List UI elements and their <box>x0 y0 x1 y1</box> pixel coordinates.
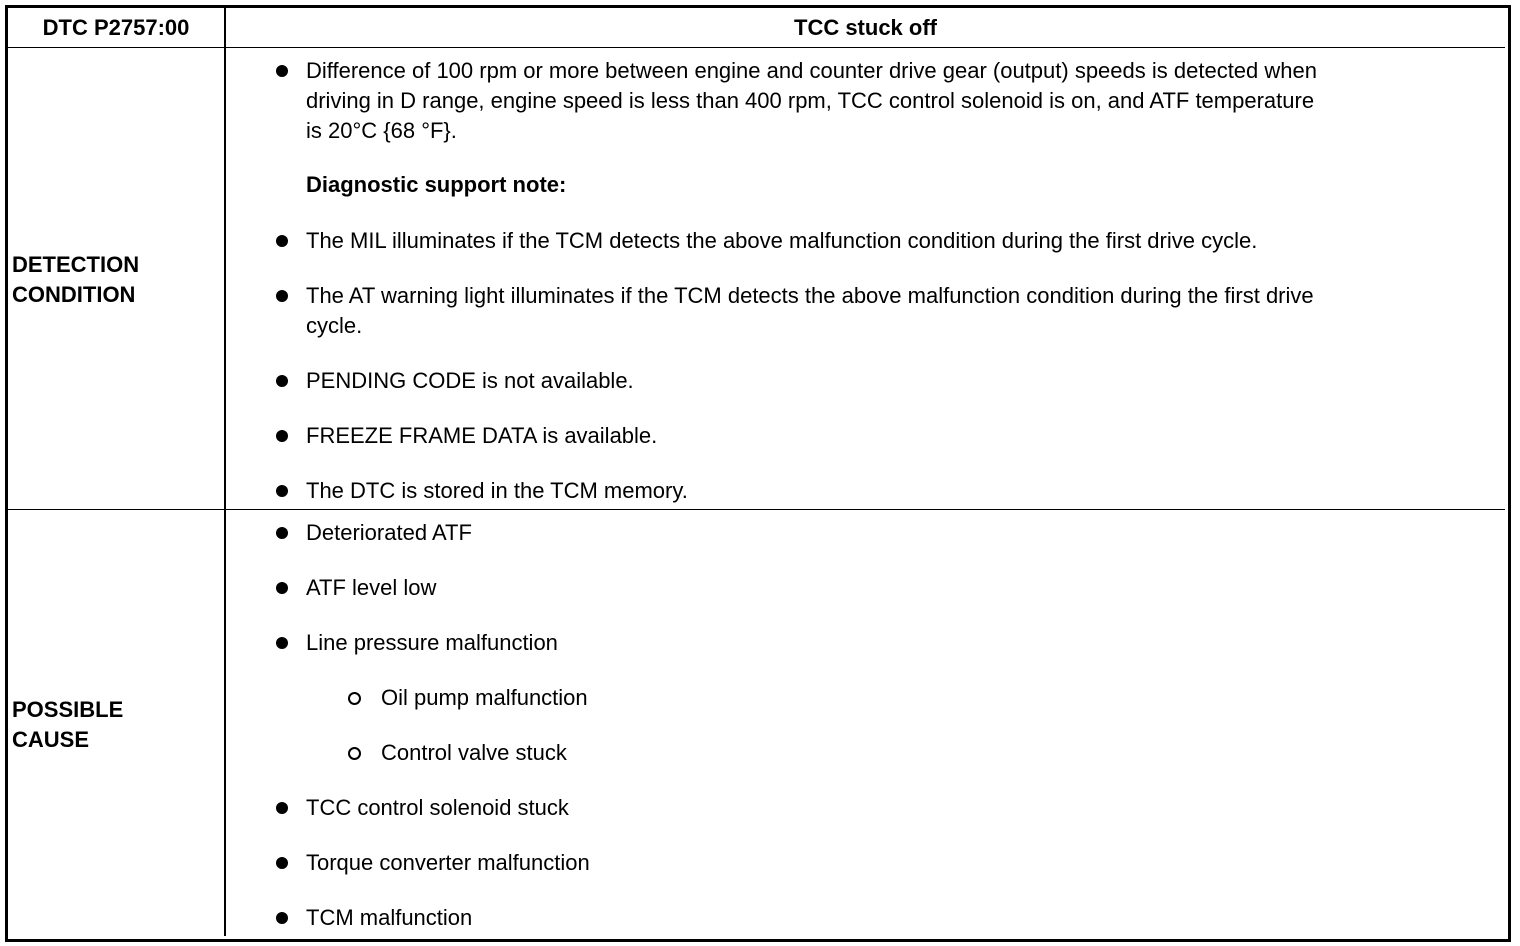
diagnostic-note-heading: Diagnostic support note: <box>306 172 567 197</box>
bullet-icon <box>276 485 288 497</box>
header-divider <box>8 47 1505 48</box>
cause-label-line1: POSSIBLE <box>12 697 124 722</box>
bullet-icon <box>276 65 288 77</box>
hollow-bullet-icon <box>348 692 361 705</box>
bullet-icon <box>276 290 288 302</box>
bullet-icon <box>276 637 288 649</box>
bullet-icon <box>276 430 288 442</box>
cause-label-line2: CAUSE <box>12 727 90 752</box>
bullet-icon <box>276 375 288 387</box>
cause-item: TCM malfunction <box>306 905 473 930</box>
detection-item-5: FREEZE FRAME DATA is available. <box>306 423 658 448</box>
bullet-icon <box>276 802 288 814</box>
detection-item-2: The MIL illuminates if the TCM detects the above malfunction condition during the first drive cycle. <box>306 228 1258 253</box>
detection-label-line2: CONDITION <box>12 282 136 307</box>
detection-item-1-line1: Difference of 100 rpm or more between engine and counter drive gear (output) speeds is detected when <box>306 58 1317 83</box>
cause-item: Line pressure malfunction <box>306 630 558 655</box>
dtc-table <box>5 5 1511 942</box>
row-divider <box>8 509 1505 510</box>
dtc-code: DTC P2757:00 <box>42 15 190 40</box>
column-divider <box>224 8 226 936</box>
bullet-icon <box>276 235 288 247</box>
cause-item: Torque converter malfunction <box>306 850 590 875</box>
cause-item: TCC control solenoid stuck <box>306 795 569 820</box>
detection-item-3-line1: The AT warning light illuminates if the TCM detects the above malfunction condition during the first drive <box>306 283 1314 308</box>
cause-subitem: Oil pump malfunction <box>381 685 588 710</box>
hollow-bullet-icon <box>348 747 361 760</box>
detection-label-line1: DETECTION <box>12 252 140 277</box>
cause-subitem: Control valve stuck <box>381 740 567 765</box>
detection-item-6: The DTC is stored in the TCM memory. <box>306 478 688 503</box>
bullet-icon <box>276 527 288 539</box>
cause-item: Deteriorated ATF <box>306 520 472 545</box>
bullet-icon <box>276 857 288 869</box>
detection-item-4: PENDING CODE is not available. <box>306 368 634 393</box>
detection-item-1-line3: is 20°C {68 °F}. <box>306 118 457 143</box>
cause-item: ATF level low <box>306 575 437 600</box>
dtc-title: TCC stuck off <box>794 15 937 40</box>
detection-item-3-line2: cycle. <box>306 313 363 338</box>
detection-item-1-line2: driving in D range, engine speed is less than 400 rpm, TCC control solenoid is on, and ATF temperature <box>306 88 1315 113</box>
bullet-icon <box>276 912 288 924</box>
bullet-icon <box>276 582 288 594</box>
